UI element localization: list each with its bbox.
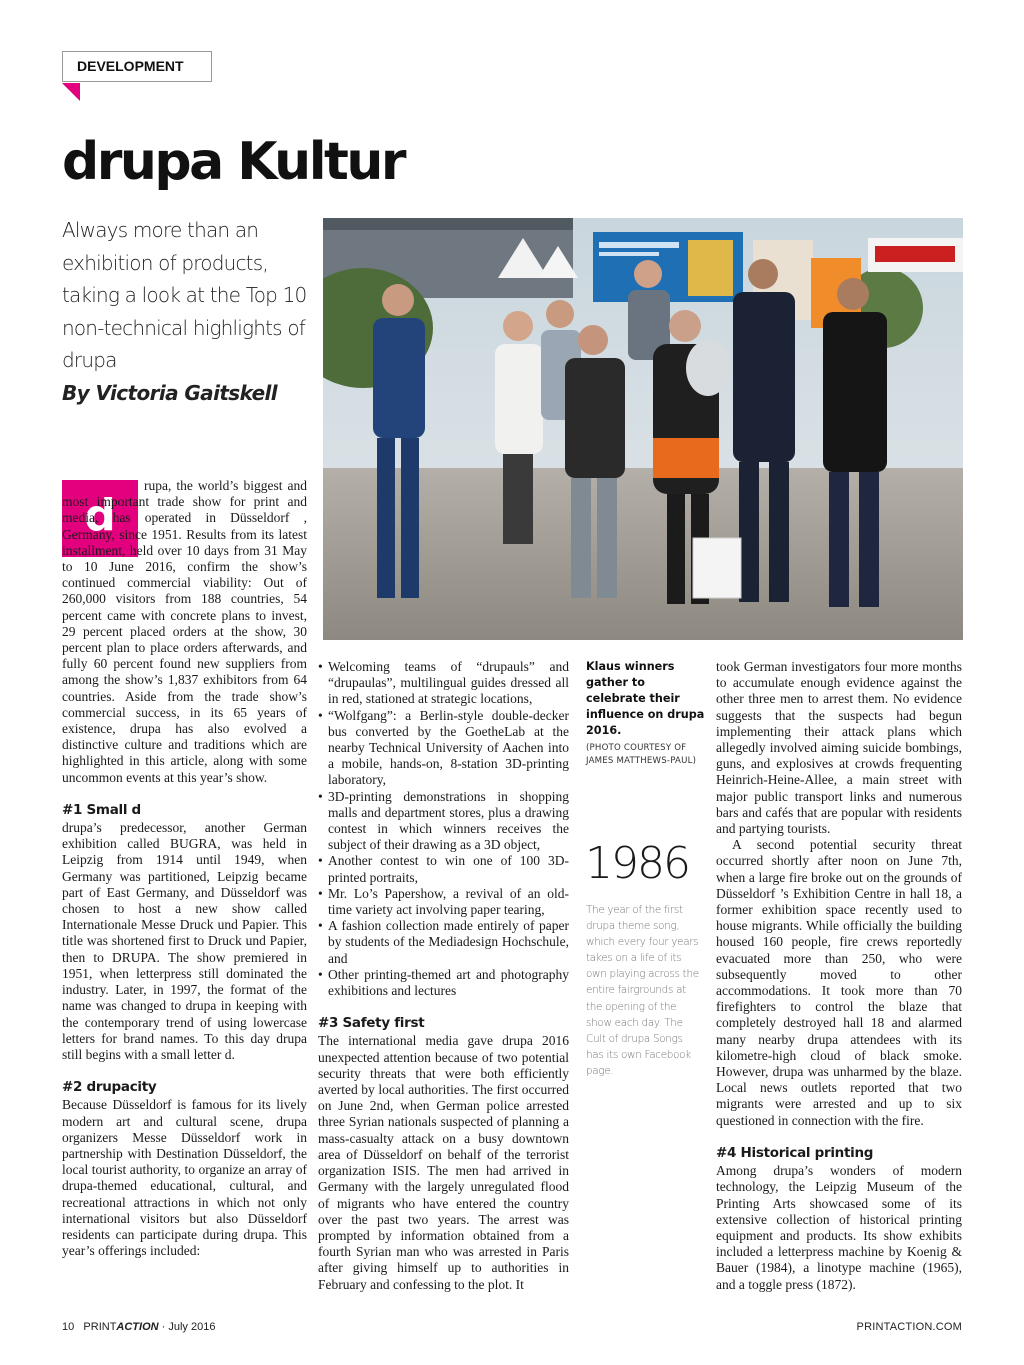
list-item: • Other printing-themed art and photography exhibitions and lectures [318,967,569,999]
page-number: 10 [62,1321,75,1333]
brand-print: PRINT [83,1321,117,1333]
headline: drupa Kultur [62,132,405,192]
list-item: • “Wolfgang”: a Berlin-style double-decker bus converted by the GoetheLab at the nearby Technical University of Aachen into a mobile, hands-on, 8-station 3D-printing laboratory, [318,708,569,789]
column-1 [62,478,307,1259]
section-3-continued: took German investigators four more months to accumulate enough evidence against the other three men to arrest them. No evidence suggests that the suspects had begun implementing their attack plans which allegedly involved aiming suicide bombings, guns, and explosives at crowds frequenting Heinrich-Heine-Allee, a main street with major public transport links and numerous bars and cafés that are popular with residents and partying tourists. [716,659,962,837]
issue-date: · July 2016 [161,1321,216,1333]
section-heading-4: #4 Historical printing [716,1144,874,1161]
section-3-text: The international media gave drupa 2016 unexpected attention because of two potential security threats that were both efficiently averted by local authorities. The first occurred on June 2nd, when German police arrested three Syrian nationals suspected of planning a mass-casualty attack on a busy downtown area of Düsseldorf on behalf of the terrorist organization ISIS. The men had arrived in Germany with the largely unregulated flood of migrants who have entered the country over the past two years. The arrest was prompted by information obtained from a fourth Syrian man who was arrested in Paris after giving himself up to authorities in February and confessing to the plot. It [318,1033,569,1292]
photo-caption [586,659,706,768]
section-4-text: Among drupa’s wonders of modern technology, the Leipzig Museum of the Printing Arts showcased some of its extensive collection of historical printing equipment and products. Its show exhibits included a letterpress machine by Koenig & Bauer (1984), a linotype machine (1965), and a toggle press (1872). [716,1163,962,1292]
offerings-list [318,659,569,999]
section-2-text: Because Düsseldorf is famous for its lively modern art and cultural scene, drupa organizers Messe Düsseldorf work in partnership with Destination Düsseldorf, the local tourist authority, to organize an array of drupa-themed educational, cultural, and recreational attractions in which not only international visitors but also Düsseldorf residents can participate during drupa. This year’s offerings included: [62,1097,307,1259]
footer-left [62,1321,215,1333]
section-3-text-2: A second potential security threat occurred shortly after noon on June 7th, when a large fire broke out on the grounds of Düsseldorf ’s Exhibition Centre in hall 18, a former exhibition space recently used to house migrants. While officially the building housed 160 people, fire crews reportedly evacuated more than 250, who were subsequently moved to other accommodations. It took more than 70 firefighters to control the blaze that completely destroyed hall 18 and alarmed many nearby drupa attendees with its kilometre-high cloud of black smoke. However, drupa was unharmed by the blaze. Local news outlets reported that two migrants were arrested and up to six questioned in connection with the fire. [716,837,962,1128]
list-item: • A fashion collection made entirely of paper by students of the Mediadesign Hochschule, and [318,918,569,967]
group-photo [323,218,963,640]
caption-credit: (PHOTO COURTESY OF JAMES MATTHEWS-PAUL) [586,743,697,766]
dropcap: d [62,480,138,557]
website-link[interactable]: PRINTACTION.COM [856,1321,962,1333]
byline: By Victoria Gaitskell [62,380,278,405]
section-tag-accent [62,83,80,101]
caption-title: Klaus winners gather to celebrate their influence on drupa 2016. [586,660,705,737]
intro-paragraph: rupa, the world’s biggest and most important trade show for print and media, has operated in Düsseldorf , Germany, since 1951. Results from its latest installment, held over 10 days from 31 May to 10 June 2016, confirm the show’s continued commercial viability: Out of 260,000 visitors from 188 countries, 54 percent came with concrete plans to invest, 29 percent placed orders at the show, 30 percent plan to place orders afterwards, and fully 60 percent found new suppliers from among the show’s 1,837 exhibitors from 64 countries. Aside from the trade show’s commercial success, in its 65 years of existence, drupa has also evolved a distinctive culture and traditions which are highlighted in this article, along with some uncommon events at this year’s show. [62,478,307,785]
standfirst: Always more than an exhibition of products, taking a look at the Top 10 non-technical highlights of drupa [62,218,307,372]
list-item: • Mr. Lo’s Papershow, a revival of an old-time variety act involving paper tearing, [318,886,569,918]
list-item: • Welcoming teams of “drupauls” and “drupaulas”, multilingual guides dressed all in red, stationed at strategic locations, [318,659,569,708]
section-heading-1: #1 Small d [62,801,141,818]
column-2 [318,659,569,1293]
list-item: • Another contest to win one of 100 3D-printed portraits, [318,853,569,885]
section-heading-2: #2 drupacity [62,1079,157,1096]
section-1-text: drupa’s predecessor, another German exhibition called BUGRA, was held in Leipzig from 1914 until 1949, when Germany was partitioned, Leipzig became part of East Germany, and Düsseldorf was chosen to host a new show called Internationale Messe Druck und Papier. This title was shortened first to Druck und Papier, then to DRUPA. The show premiered in 1951, when letterpress still dominated the industry. Later, in 1997, the format of the name was changed to drupa in keeping with the contemporary trend of using lowercase letters for brand names. To this day drupa still begins with a small letter d. [62,820,307,1062]
section-heading-3: #3 Safety first [318,1015,425,1032]
list-item: • 3D-printing demonstrations in shopping malls and department stores, plus a drawing contest in which winners receives the subject of their drawing as a 3D object, [318,789,569,854]
pullout-year: 1986 [585,838,689,889]
brand-action: ACTION [116,1321,159,1333]
column-4 [716,659,962,1293]
deck [62,214,322,409]
pullout-text: The year of the first drupa theme song, which every four years takes on a life of its own playing across the entire fairgrounds at the opening of the show each day. The Cult of drupa Songs has its own Facebook page. [586,904,699,1077]
section-tag: DEVELOPMENT [62,51,212,82]
